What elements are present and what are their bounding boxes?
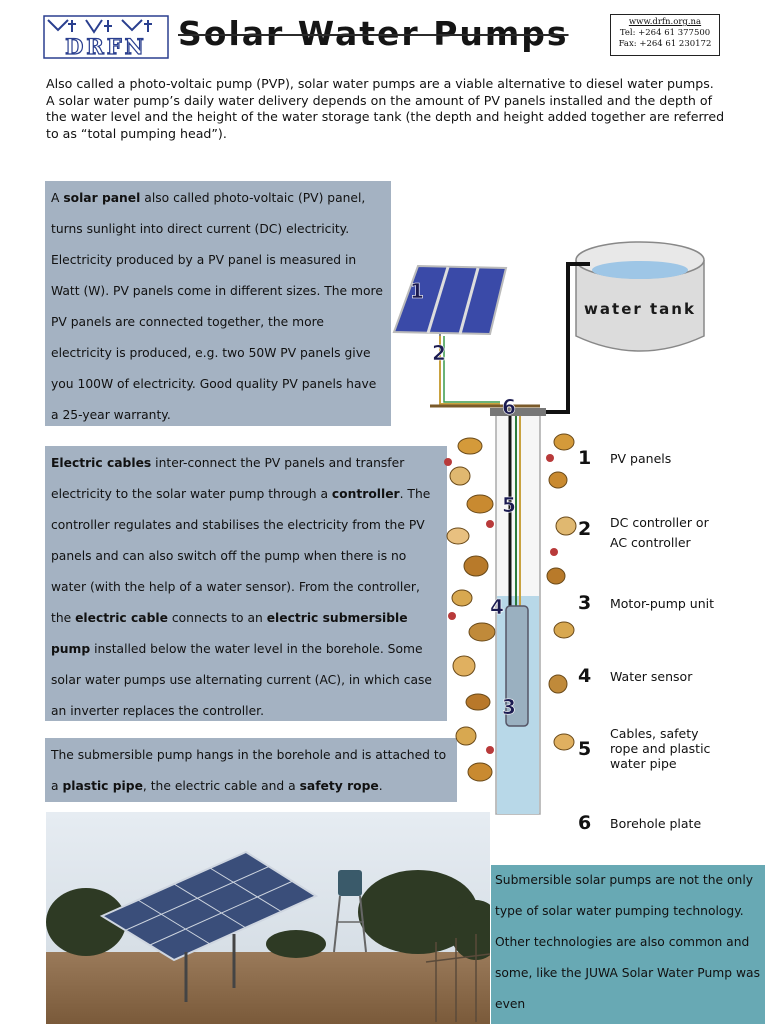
contact-fax: Fax: +264 61 230172 <box>618 39 712 49</box>
contact-box <box>610 14 720 56</box>
intro-paragraph-1: Also called a photo-voltaic pump (PVP), solar water pumps are a viable alternative to diesel water pumps. <box>46 76 714 91</box>
legend-number-5: 5 <box>578 738 592 760</box>
other-technologies-note-box: Submersible solar pumps are not the only type of solar water pumping technology. Other technologies are also common and some, like the JUWA Solar Water Pump was even <box>491 865 765 1024</box>
electric-cables-info-box: Electric cables inter-connect the PV panels and transfer electricity to the solar water pump through a controller. The controller regulates and stabilises the electricity from the PV panels and can also switch off the pump when there is no water (with the help of a water sensor). From the controller, the electric cable connects to an electric submersible pump installed below the water level in the borehole. Some solar water pumps use alternating current (AC), in which case an inverter replaces the controller. <box>45 446 447 721</box>
legend-text-2: DC controller or AC controller <box>610 515 709 550</box>
term-submersible-pump: electric submersible pump <box>51 611 408 656</box>
intro-paragraph-2: A solar water pump’s daily water delivery depends on the amount of PV panels installed and the depth of the water level and the height of the water storage tank (the depth and height added together are referred to as “total pumping head”). <box>46 92 725 141</box>
legend-number-4: 4 <box>578 665 592 687</box>
term-electric-cable: electric cable <box>75 611 168 625</box>
legend-text-1: PV panels <box>610 451 672 466</box>
term-solar-panel: solar panel <box>63 191 141 205</box>
drfn-logo <box>42 14 170 60</box>
legend-text-3: Motor-pump unit <box>610 596 714 611</box>
marker-1: 1 <box>410 279 424 303</box>
solar-panel-info-box: A solar panel also called photo-voltaic (PV) panel, turns sunlight into direct current (DC) electricity. Electricity produced by a PV panel is measured in Watt (W). PV panels come in different sizes. The more PV panels are connected together, the more electricity is produced, e.g. two 50W PV panels give you 100W of electricity. Good quality PV panels have a 25-year warranty. <box>45 181 391 426</box>
page-title: Solar Water Pumps <box>178 14 569 53</box>
marker-3: 3 <box>502 695 516 719</box>
contact-web[interactable]: www.drfn.org.na <box>628 17 702 27</box>
term-safety-rope: safety rope <box>299 779 379 793</box>
legend-number-6: 6 <box>578 812 592 834</box>
tank-label: water tank <box>584 300 696 318</box>
solar-installation-photo <box>46 812 490 1024</box>
legend-text-4: Water sensor <box>610 669 693 684</box>
term-plastic-pipe: plastic pipe <box>62 779 143 793</box>
intro-text <box>46 76 736 142</box>
legend-text-5: Cables, safety rope and plastic water pipe <box>610 726 711 771</box>
logo-text: DRFN <box>65 34 147 59</box>
contact-tel: Tel: +264 61 377500 <box>619 28 711 38</box>
marker-4: 4 <box>490 595 504 619</box>
legend-text-6: Borehole plate <box>610 816 702 831</box>
water-tank <box>576 242 704 351</box>
marker-2: 2 <box>432 341 446 365</box>
marker-5: 5 <box>502 493 516 517</box>
legend-number-2: 2 <box>578 518 592 540</box>
term-electric-cables: Electric cables <box>51 456 152 470</box>
legend-number-3: 3 <box>578 592 592 614</box>
submersible-pump-info-box: The submersible pump hangs in the borehole and is attached to a plastic pipe, the electric cable and a safety rope. <box>45 738 457 802</box>
term-controller: controller <box>331 487 400 501</box>
marker-6: 6 <box>502 395 516 419</box>
legend-number-1: 1 <box>578 447 592 469</box>
